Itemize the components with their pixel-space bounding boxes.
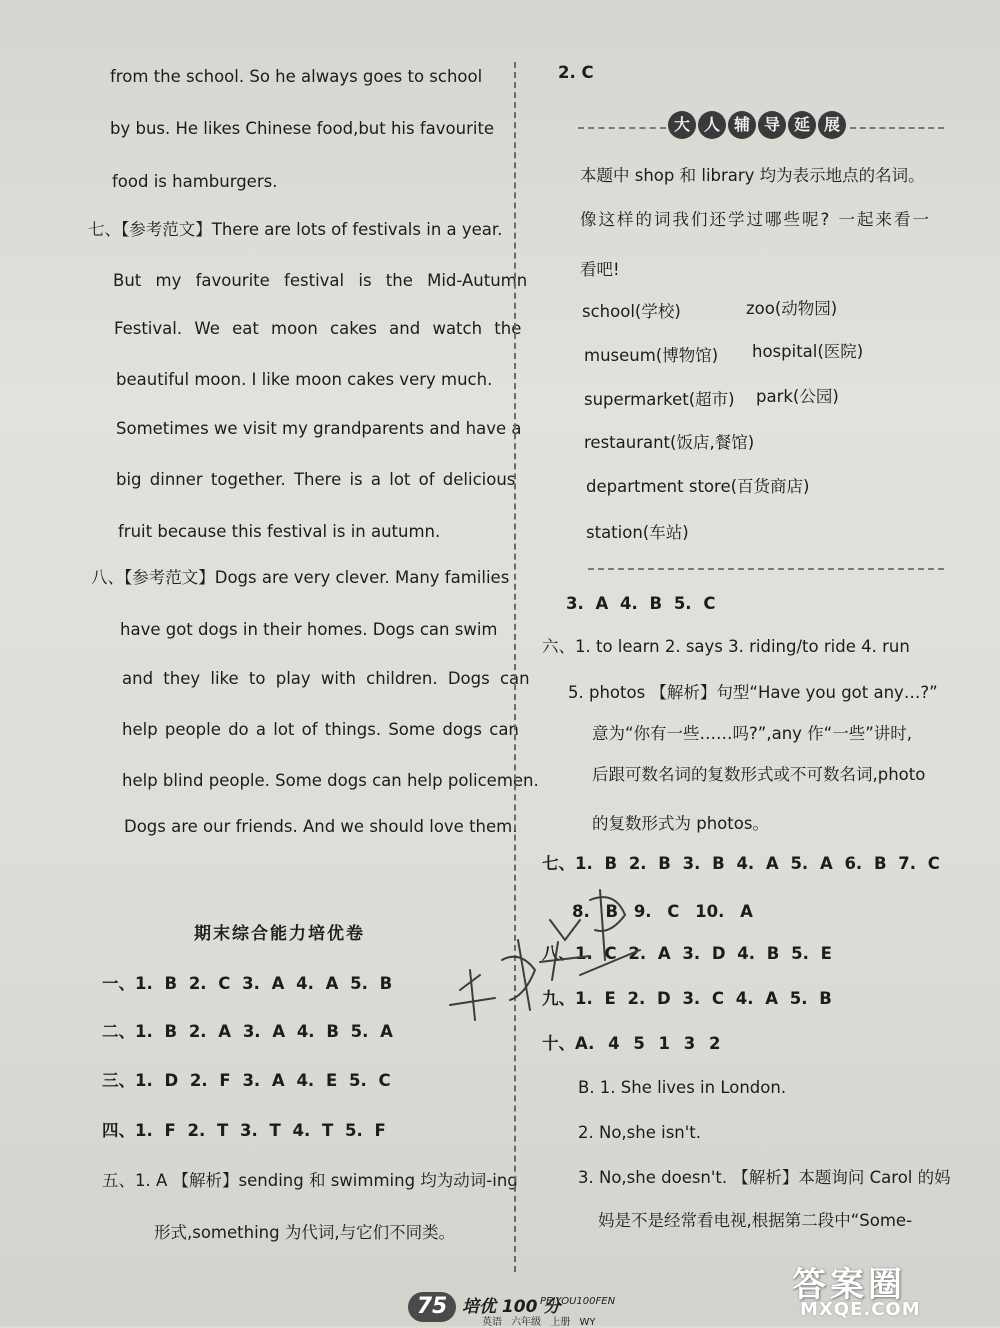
answer-line: B. 1. She lives in London. [578,1078,787,1097]
site-watermark [784,1255,994,1323]
page-number: 75 [408,1292,456,1322]
text-line: big dinner together. There is a lot of delicious [116,470,516,489]
answer-line: 后跟可数名词的复数形式或不可数名词,photo [592,765,926,784]
banner-char: 人 [698,111,726,139]
text-line: fruit because this festival is in autumn. [118,522,441,541]
banner-rule-left [578,127,666,129]
banner-char: 辅 [728,111,756,139]
answer-line: 形式,something 为代词,与它们不同类。 [154,1223,456,1242]
vocab-item: hospital(医院) [752,342,864,361]
column-divider [514,62,516,1272]
answer-line: 的复数形式为 photos。 [592,814,769,833]
book-info: 英语 六年级 上册 WY [482,1317,596,1328]
watermark-text: 答案圈 [792,1265,906,1305]
answer-line: 九、1. E 2. D 3. C 4. A 5. B [542,989,832,1008]
text-line: help blind people. Some dogs can help policemen. [122,771,539,790]
answer-line: 3. A 4. B 5. C [566,594,716,613]
text-line: 本题中 shop 和 library 均为表示地点的名词。 [580,166,925,185]
text-line: 八、【参考范文】Dogs are very clever. Many families [91,568,510,587]
banner-char: 大 [668,111,696,139]
brand-name: 培优 100 分 [462,1297,561,1317]
tutor-extension-banner [668,111,848,141]
section-title: 期末综合能力培优卷 [194,924,365,944]
answer-line: 四、1. F 2. T 3. T 4. T 5. F [102,1121,386,1140]
vocab-item: school(学校) [582,302,681,321]
banner-char: 导 [758,111,786,139]
text-line: 像这样的词我们还学过哪些呢? 一起来看一 [580,210,932,229]
answer-line: 8. B 9. C 10. A [572,902,753,921]
text-line: Sometimes we visit my grandparents and have a [116,419,522,438]
answer-line: 六、1. to learn 2. says 3. riding/to ride 4. run [542,637,910,656]
banner-char: 延 [788,111,816,139]
vocab-item: park(公园) [756,387,839,406]
answer-line: 五、1. A 【解析】sending 和 swimming 均为动词-ing [102,1171,518,1190]
answer-line: 妈是不是经常看电视,根据第二段中“Some- [598,1211,913,1230]
answer-line: 三、1. D 2. F 3. A 4. E 5. C [102,1071,391,1090]
text-line: by bus. He likes Chinese food,but his favourite [110,119,495,138]
text-line: Festival. We eat moon cakes and watch the [114,319,522,338]
text-line: have got dogs in their homes. Dogs can swim [120,620,498,639]
answer-line: 2. No,she isn't. [578,1123,702,1142]
handwriting-scribble [440,880,660,1030]
separator [588,568,944,570]
vocab-item: supermarket(超市) [584,390,735,409]
answer-line: 5. photos 【解析】句型“Have you got any…?” [568,683,938,702]
text-line: Dogs are our friends. And we should love them. [124,817,518,836]
brand-name-en: PEIYOU100FEN [540,1296,616,1307]
text-line: help people do a lot of things. Some dogs can [122,720,519,739]
answer-line: 3. No,she doesn't. 【解析】本题询问 Carol 的妈 [578,1168,951,1187]
answer-line: 2. C [558,63,594,82]
watermark-url: MXQE.COM [800,1299,921,1320]
page-footer [400,1292,660,1326]
text-line: from the school. So he always goes to school [110,67,483,86]
vocab-item: restaurant(饭店,餐馆) [584,433,755,452]
text-line: 七、【参考范文】There are lots of festivals in a year. [88,220,503,239]
answer-line: 一、1. B 2. C 3. A 4. A 5. B [102,974,393,993]
vocab-item: museum(博物馆) [584,346,719,365]
answer-line: 八、1. C 2. A 3. D 4. B 5. E [542,944,832,963]
answer-line: 七、1. B 2. B 3. B 4. A 5. A 6. B 7. C [542,854,940,873]
answer-line: 十、A. 4 5 1 3 2 [542,1034,721,1053]
text-line: But my favourite festival is the Mid-Autumn [113,271,528,290]
answer-line: 二、1. B 2. A 3. A 4. B 5. A [102,1022,393,1041]
vocab-item: zoo(动物园) [746,299,838,318]
text-line: beautiful moon. I like moon cakes very much. [116,370,493,389]
vocab-item: department store(百货商店) [586,477,810,496]
text-line: food is hamburgers. [112,172,278,191]
vocab-item: station(车站) [586,523,689,542]
banner-rule-right [850,127,944,129]
text-line: 看吧! [580,260,620,279]
answer-line: 意为“你有一些……吗?”,any 作“一些”讲时, [592,724,913,743]
banner-char: 展 [818,111,846,139]
text-line: and they like to play with children. Dogs can [122,669,530,688]
